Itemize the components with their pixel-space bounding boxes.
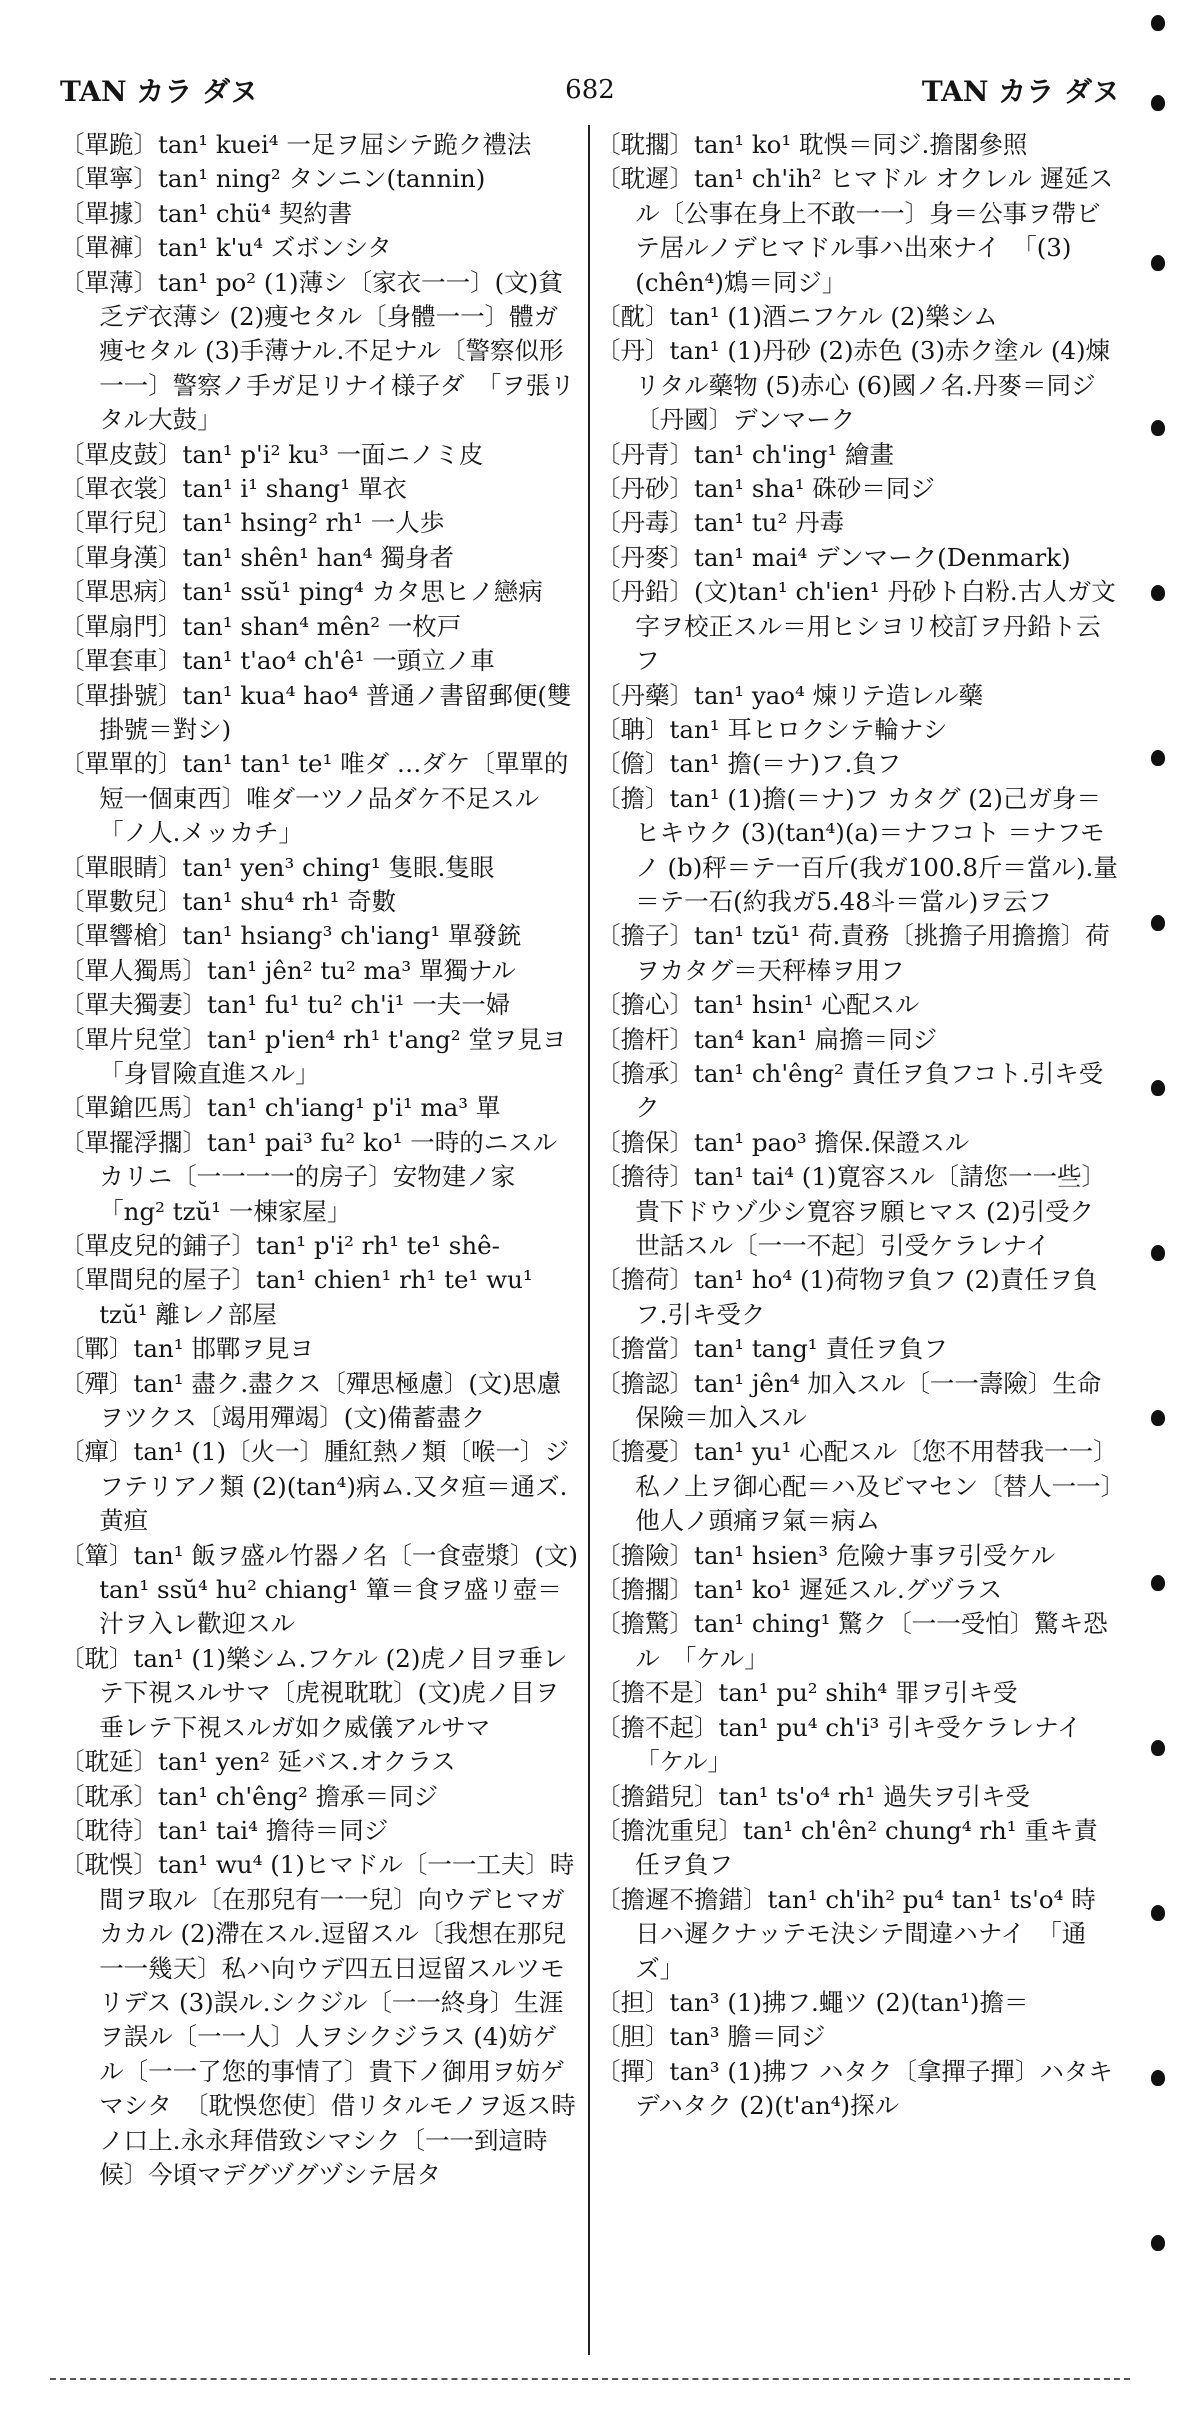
binding-hole-mark	[1151, 750, 1165, 766]
dictionary-entry: 〔單跪〕tan¹ kuei⁴ 一足ヲ屈シテ跪ク禮法	[60, 130, 532, 159]
dictionary-entry: 〔聃〕tan¹ 耳ヒロクシテ輪ナシ	[596, 714, 948, 744]
dictionary-entry: 〔擔荷〕tan¹ ho⁴ (1)荷物ヲ負フ (2)責任ヲ負フ.引キ受ク	[596, 1265, 1098, 1329]
dictionary-entry: 〔擔認〕tan¹ jên⁴ 加入スル〔一一壽險〕生命保險＝加入スル	[596, 1368, 1102, 1433]
dictionary-entry: 〔單扇門〕tan¹ shan⁴ mên² 一枚戸	[60, 611, 462, 641]
dictionary-entry: 〔胆〕tan³ 膽＝同ジ	[596, 2022, 826, 2052]
dictionary-entry: 〔丹砂〕tan¹ sha¹ 硃砂＝同ジ	[596, 474, 935, 504]
binding-hole-mark	[1151, 255, 1165, 271]
dictionary-entry: 〔單衣裳〕tan¹ i¹ shang¹ 單衣	[60, 474, 407, 504]
dictionary-entry: 〔擔憂〕tan¹ yu¹ 心配スル〔您不用替我一一〕私ノ上ヲ御心配＝ハ及ビマセン〔替人一一〕他人ノ頭痛ヲ氣＝病ム	[596, 1437, 1118, 1536]
dictionary-entry: 〔耽延〕tan¹ yen² 延バス.オクラス	[60, 1747, 456, 1777]
dictionary-entry: 〔單數兒〕tan¹ shu⁴ rh¹ 奇數	[60, 886, 397, 916]
binding-hole-mark	[1151, 95, 1165, 111]
dictionary-entry: 〔擔驚〕tan¹ ching¹ 驚ク〔一一受怕〕驚キ恐ル 「ケル」	[596, 1609, 1108, 1673]
header-left: TAN カラ ダヌ	[60, 75, 259, 108]
dictionary-entry: 〔擔心〕tan¹ hsin¹ 心配スル	[596, 990, 920, 1020]
dictionary-entry: 〔單夫獨妻〕tan¹ fu¹ tu² ch'i¹ 一夫一婦	[60, 990, 511, 1020]
dictionary-entry: 〔丹毒〕tan¹ tu² 丹毒	[596, 508, 845, 538]
dictionary-entry: 〔單人獨馬〕tan¹ jên² tu² ma³ 單獨ナル	[60, 955, 516, 985]
dictionary-entry: 〔耽擱〕tan¹ ko¹ 耽悞＝同ジ.擔閣參照	[596, 130, 1028, 159]
dictionary-entry: 〔單思病〕tan¹ ssŭ¹ ping⁴ カタ思ヒノ戀病	[60, 577, 543, 607]
dictionary-entry: 〔單據〕tan¹ chü⁴ 契約書	[60, 198, 353, 228]
dictionary-entry: 〔酖〕tan¹ (1)酒ニフケル (2)樂シム	[596, 302, 998, 332]
bottom-rule	[50, 2378, 1130, 2380]
left-column	[60, 128, 591, 2353]
dictionary-entry: 〔擔保〕tan¹ pao³ 擔保.保證スル	[596, 1127, 970, 1157]
dictionary-entry: 〔單片兒堂〕tan¹ p'ien⁴ rh¹ t'ang² 堂ヲ見ヨ 「身冒險直進スル」	[60, 1024, 591, 1088]
dictionary-entry: 〔單單的〕tan¹ tan¹ te¹ 唯ダ …ダケ〔單單的短一個東西〕唯ダ一ツノ品ダケ不足スル 「ノ人.メッカチ」	[60, 749, 569, 848]
binding-hole-mark	[1151, 1905, 1165, 1921]
dictionary-entry: 〔耽〕tan¹ (1)樂シム.フケル (2)虎ノ目ヲ垂レテ下視スルサマ〔虎視耽耽〕(文)虎ノ目ヲ垂レテ下視スルガ如ク威儀アルサマ	[60, 1643, 568, 1742]
dictionary-entry: 〔丹青〕tan¹ ch'ing¹ 繪畫	[596, 439, 894, 469]
dictionary-entry: 〔擔錯兒〕tan¹ ts'o⁴ rh¹ 過失ヲ引キ受	[596, 1781, 1030, 1811]
dictionary-entry: 〔單掛號〕tan¹ kua⁴ hao⁴ 普通ノ書留郵便(雙掛號＝對シ)	[60, 680, 572, 744]
binding-hole-mark	[1151, 15, 1165, 31]
dictionary-entry: 〔擔遲不擔錯〕tan¹ ch'ih² pu⁴ tan¹ ts'o⁴ 時日ハ遲クナッテモ決シテ間違ハナイ 「通ズ」	[596, 1884, 1096, 1983]
dictionary-entry: 〔擔〕tan¹ (1)擔(＝ナ)フ カタグ (2)己ガ身＝ヒキウク (3)(tan⁴)(a)＝ナフコト ＝ナフモノ (b)秤＝テ一百斤(我ガ100.8斤＝當ル).量＝テ一石(約我ガ5.48斗＝當ル)ヲ云フ	[596, 783, 1118, 916]
dictionary-entry: 〔單間兒的屋子〕tan¹ chien¹ rh¹ te¹ wu¹ tzŭ¹ 離レノ部屋	[60, 1265, 533, 1329]
dictionary-entry: 〔單薄〕tan¹ po² (1)薄シ〔家衣一一〕(文)貧乏デ衣薄シ (2)痩セタル〔身體一一〕體ガ痩セタル (3)手薄ナル.不足ナル〔警察似形一一〕警察ノ手ガ足リナイ様子ダ 「ヲ張リタル大鼓」	[60, 267, 575, 435]
dictionary-entry: 〔丹藥〕tan¹ yao⁴ 煉リテ造レル藥	[596, 680, 984, 710]
dictionary-entry: 〔擔擱〕tan¹ ko¹ 遲延スル.グヅラス	[596, 1575, 1003, 1605]
dictionary-entry: 〔單響槍〕tan¹ hsiang³ ch'iang¹ 單發銃	[60, 921, 522, 951]
binding-hole-mark	[1151, 1245, 1165, 1261]
dictionary-entry: 〔單鎗匹馬〕tan¹ ch'iang¹ p'i¹ ma³ 單	[60, 1093, 501, 1123]
dictionary-entry: 〔擔不起〕tan¹ pu⁴ ch'i³ 引キ受ケラレナイ 「ケル」	[596, 1712, 1106, 1777]
dictionary-entry: 〔單行兒〕tan¹ hsing² rh¹ 一人歩	[60, 508, 445, 538]
dictionary-entry: 〔擔沈重兒〕tan¹ ch'ên² chung⁴ rh¹ 重キ責任ヲ負フ	[596, 1815, 1098, 1880]
dictionary-entry: 〔擔不是〕tan¹ pu² shih⁴ 罪ヲ引キ受	[596, 1678, 1018, 1708]
dictionary-entry: 〔擔當〕tan¹ tang¹ 責任ヲ負フ	[596, 1334, 948, 1364]
dictionary-entry: 〔單寧〕tan¹ ning² タンニン(tannin)	[60, 164, 486, 194]
dictionary-entry: 〔擔待〕tan¹ tai⁴ (1)寛容スル〔請您一一些〕貴下ドウゾ少シ寛容ヲ願ヒマス (2)引受ク 世話スル〔一一不起〕引受ケラレナイ	[596, 1162, 1106, 1260]
dictionary-entry: 〔單皮兒的鋪子〕tan¹ p'i² rh¹ te¹ shê-	[60, 1231, 500, 1260]
dictionary-entry: 〔耽承〕tan¹ ch'êng² 擔承＝同ジ	[60, 1781, 439, 1811]
binding-hole-mark	[1151, 1740, 1165, 1756]
binding-hole-mark	[1151, 915, 1165, 931]
dictionary-entry: 〔單皮鼓〕tan¹ p'i² ku³ 一面ニノミ皮	[60, 439, 484, 469]
dictionary-entry: 〔擔承〕tan¹ ch'êng² 責任ヲ負フコト.引キ受ク	[596, 1058, 1104, 1123]
binding-holes	[1143, 0, 1173, 2409]
dictionary-entry: 〔癉〕tan¹ (1)〔火一〕腫紅熱ノ類〔喉一〕ジフテリアノ類 (2)(tan⁴)病ム.又タ疸＝通ズ.黄疸	[60, 1437, 570, 1536]
dictionary-entry: 〔耽遲〕tan¹ ch'ih² ヒマドル オクレル 遲延スル〔公事在身上不敢一一〕身＝公事ヲ帶ビテ居ルノデヒマドル事ハ出來ナイ 「(3)(chên⁴)鴆＝同ジ」	[596, 164, 1114, 297]
binding-hole-mark	[1151, 420, 1165, 436]
dictionary-entry: 〔耽悞〕tan¹ wu⁴ (1)ヒマドル〔一一工夫〕時間ヲ取ル〔在那兒有一一兒〕向ウデヒマガカカル (2)滯在スル.逗留スル〔我想在那兒一一幾天〕私ハ向ウデ四五日逗留スルツモリデス (3)誤ル.シクジル〔一一終身〕生涯ヲ誤ル〔一一人〕人ヲシクジラス (4)妨ゲル〔一一了您的事情了〕貴下ノ御用ヲ妨ゲマシタ 〔耽悞您使〕借リタルモノヲ返ス時ノ口上.永永拜借致シマシク〔一一到這時候〕今頃マデグヅグヅシテ居タ	[60, 1850, 576, 2189]
dictionary-entry: 〔丹〕tan¹ (1)丹砂 (2)赤色 (3)赤ク塗ル (4)煉リタル藥物 (5)赤心 (6)國ノ名.丹麥＝同ジ〔丹國〕デンマーク	[596, 336, 1111, 435]
binding-hole-mark	[1151, 1410, 1165, 1426]
binding-hole-mark	[1151, 1080, 1165, 1096]
column-divider	[588, 125, 590, 2355]
dictionary-entry: 〔單身漢〕tan¹ shên¹ han⁴ 獨身者	[60, 542, 454, 572]
dictionary-entry: 〔簞〕tan¹ 飯ヲ盛ル竹器ノ名〔一食壺漿〕(文) tan¹ ssŭ⁴ hu² chiang¹ 簞＝食ヲ盛リ壺＝汁ヲ入レ歡迎スル	[60, 1540, 578, 1639]
dictionary-entry: 〔單眼睛〕tan¹ yen³ ching¹ 隻眼.隻眼	[60, 852, 495, 882]
dictionary-entry: 〔儋〕tan¹ 擔(＝ナ)フ.負フ	[596, 749, 902, 779]
dictionary-entry: 〔擔險〕tan¹ hsien³ 危險ナ事ヲ引受ケル	[596, 1540, 1056, 1570]
dictionary-entry: 〔單擺浮擱〕tan¹ pai³ fu² ko¹ 一時的ニスル カリニ〔一一一一的房子〕安物建ノ家 「ng² tzŭ¹ 一棟家屋」	[60, 1127, 558, 1226]
dictionary-entry: 〔擔杆〕tan⁴ kan¹ 扁擔＝同ジ	[596, 1024, 938, 1054]
binding-hole-mark	[1151, 1575, 1165, 1591]
binding-hole-mark	[1151, 2235, 1165, 2251]
dictionary-entry: 〔鄲〕tan¹ 邯鄲ヲ見ヨ	[60, 1334, 314, 1364]
dictionary-entry: 〔單褲〕tan¹ k'u⁴ ズボンシタ	[60, 233, 392, 263]
right-column	[596, 128, 1120, 2353]
dictionary-entry: 〔殫〕tan¹ 盡ク.盡クス〔殫思極慮〕(文)思慮ヲツクス〔竭用殫竭〕(文)備蓄盡ク	[60, 1368, 561, 1433]
header-right: TAN カラ ダヌ	[921, 75, 1120, 108]
dictionary-entry: 〔丹鉛〕(文)tan¹ ch'ien¹ 丹砂ト白粉.古人ガ文字ヲ校正スル＝用ヒシヨリ校訂ヲ丹鉛ト云フ	[596, 577, 1116, 676]
page-number: 682	[565, 75, 615, 105]
page-header	[60, 70, 1120, 110]
dictionary-entry: 〔擔子〕tan¹ tzŭ¹ 荷.責務〔挑擔子用擔擔〕荷ヲカタグ＝天秤棒ヲ用フ	[596, 921, 1110, 985]
binding-hole-mark	[1151, 585, 1165, 601]
binding-hole-mark	[1151, 2070, 1165, 2086]
dictionary-entry: 〔單套車〕tan¹ t'ao⁴ ch'ê¹ 一頭立ノ車	[60, 646, 495, 676]
dictionary-entry: 〔耽待〕tan¹ tai⁴ 擔待＝同ジ	[60, 1815, 389, 1845]
dictionary-entry: 〔撣〕tan³ (1)拂フ ハタク〔拿撣子撣〕ハタキデハタク (2)(t'an⁴)探ル	[596, 2056, 1113, 2121]
dictionary-entry: 〔担〕tan³ (1)拂フ.蠅ツ (2)(tan¹)擔＝	[596, 1987, 1029, 2017]
dictionary-entry: 〔丹麥〕tan¹ mai⁴ デンマーク(Denmark)	[596, 542, 1071, 572]
